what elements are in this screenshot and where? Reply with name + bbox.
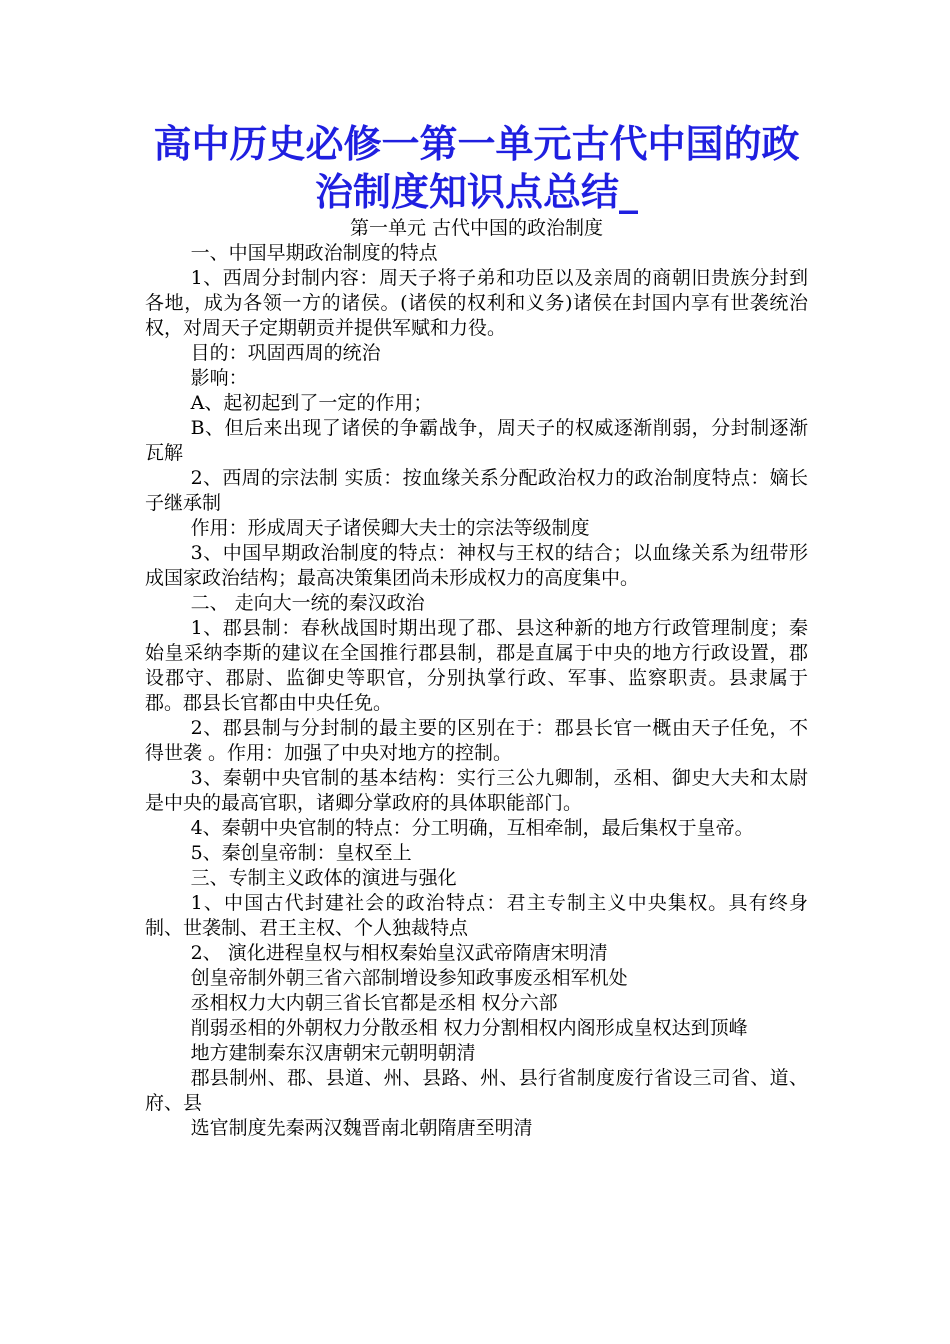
paragraph: 一、中国早期政治制度的特点 [190,242,438,264]
paragraph: 二、 走向大一统的秦汉政治 [190,592,425,614]
paragraph: 4、秦朝中央官制的特点：分工明确，互相牵制，最后集权于皇帝。 [190,817,754,839]
paragraph: 3、中国早期政治制度的特点：神权与王权的结合；以血缘关系为纽带形成国家政治结构；最高决策集团尚未形成权力的高度集中。 [145,542,808,589]
paragraph: 1、西周分封制内容：周天子将子弟和功臣以及亲周的商朝旧贵族分封到各地，成为各领一方的诸侯。(诸侯的权利和义务)诸侯在封国内享有世袭统治权，对周天子定期朝贡并提供军赋和力役。 [145,267,808,339]
paragraph: 削弱丞相的外朝权力分散丞相 权力分割相权内阁形成皇权达到顶峰 [190,1017,748,1039]
paragraph: 2、郡县制与分封制的最主要的区别在于：郡县长官一概由天子任免，不得世袭 。作用：加强了中央对地方的控制。 [145,717,808,764]
paragraph: 选官制度先秦两汉魏晋南北朝隋唐至明清 [190,1117,533,1139]
paragraph: 目的：巩固西周的统治 [190,342,381,364]
document-body [145,241,808,1141]
paragraph: 丞相权力大内朝三省长官都是丞相 权分六部 [190,992,558,1014]
paragraph: 郡县制州、郡、县道、州、县路、州、县行省制度废行省设三司省、道、府、县 [145,1067,808,1114]
paragraph: 1、中国古代封建社会的政治特点：君主专制主义中央集权。具有终身制、世袭制、君王主权、个人独裁特点 [145,892,808,939]
document-subtitle: 第一单元 古代中国的政治制度 [349,217,604,239]
paragraph: 3、秦朝中央官制的基本结构：实行三公九卿制，丞相、御史大夫和太尉是中央的最高官职，诸卿分掌政府的具体职能部门。 [145,767,808,814]
paragraph: A、起初起到了一定的作用； [190,392,433,414]
paragraph: 影响： [190,367,248,389]
paragraph: 1、郡县制：春秋战国时期出现了郡、县这种新的地方行政管理制度；秦始皇采纳李斯的建议在全国推行郡县制，郡是直属于中央的地方行政设置，郡设郡守、郡尉、监御史等职官，分别执掌行政、军事、监察职责。县隶属于郡。郡县长官都由中央任免。 [145,617,808,714]
paragraph: 5、秦创皇帝制：皇权至上 [190,842,412,864]
paragraph: 作用：形成周天子诸侯卿大夫士的宗法等级制度 [190,517,590,539]
paragraph: 三、专制主义政体的演进与强化 [190,867,457,889]
paragraph: 2、 演化进程皇权与相权秦始皇汉武帝隋唐宋明清 [190,942,608,964]
paragraph: 创皇帝制外朝三省六部制增设参知政事废丞相军机处 [190,967,628,989]
paragraph: B、但后来出现了诸侯的争霸战争，周天子的权威逐渐削弱，分封制逐渐瓦解 [145,417,808,464]
paragraph: 2、西周的宗法制 实质：按血缘关系分配政治权力的政治制度特点：嫡长子继承制 [145,467,808,514]
document-title: 高中历史必修一第一单元古代中国的政治制度知识点总结_ [153,122,800,214]
paragraph: 地方建制秦东汉唐朝宋元朝明朝清 [190,1042,476,1064]
